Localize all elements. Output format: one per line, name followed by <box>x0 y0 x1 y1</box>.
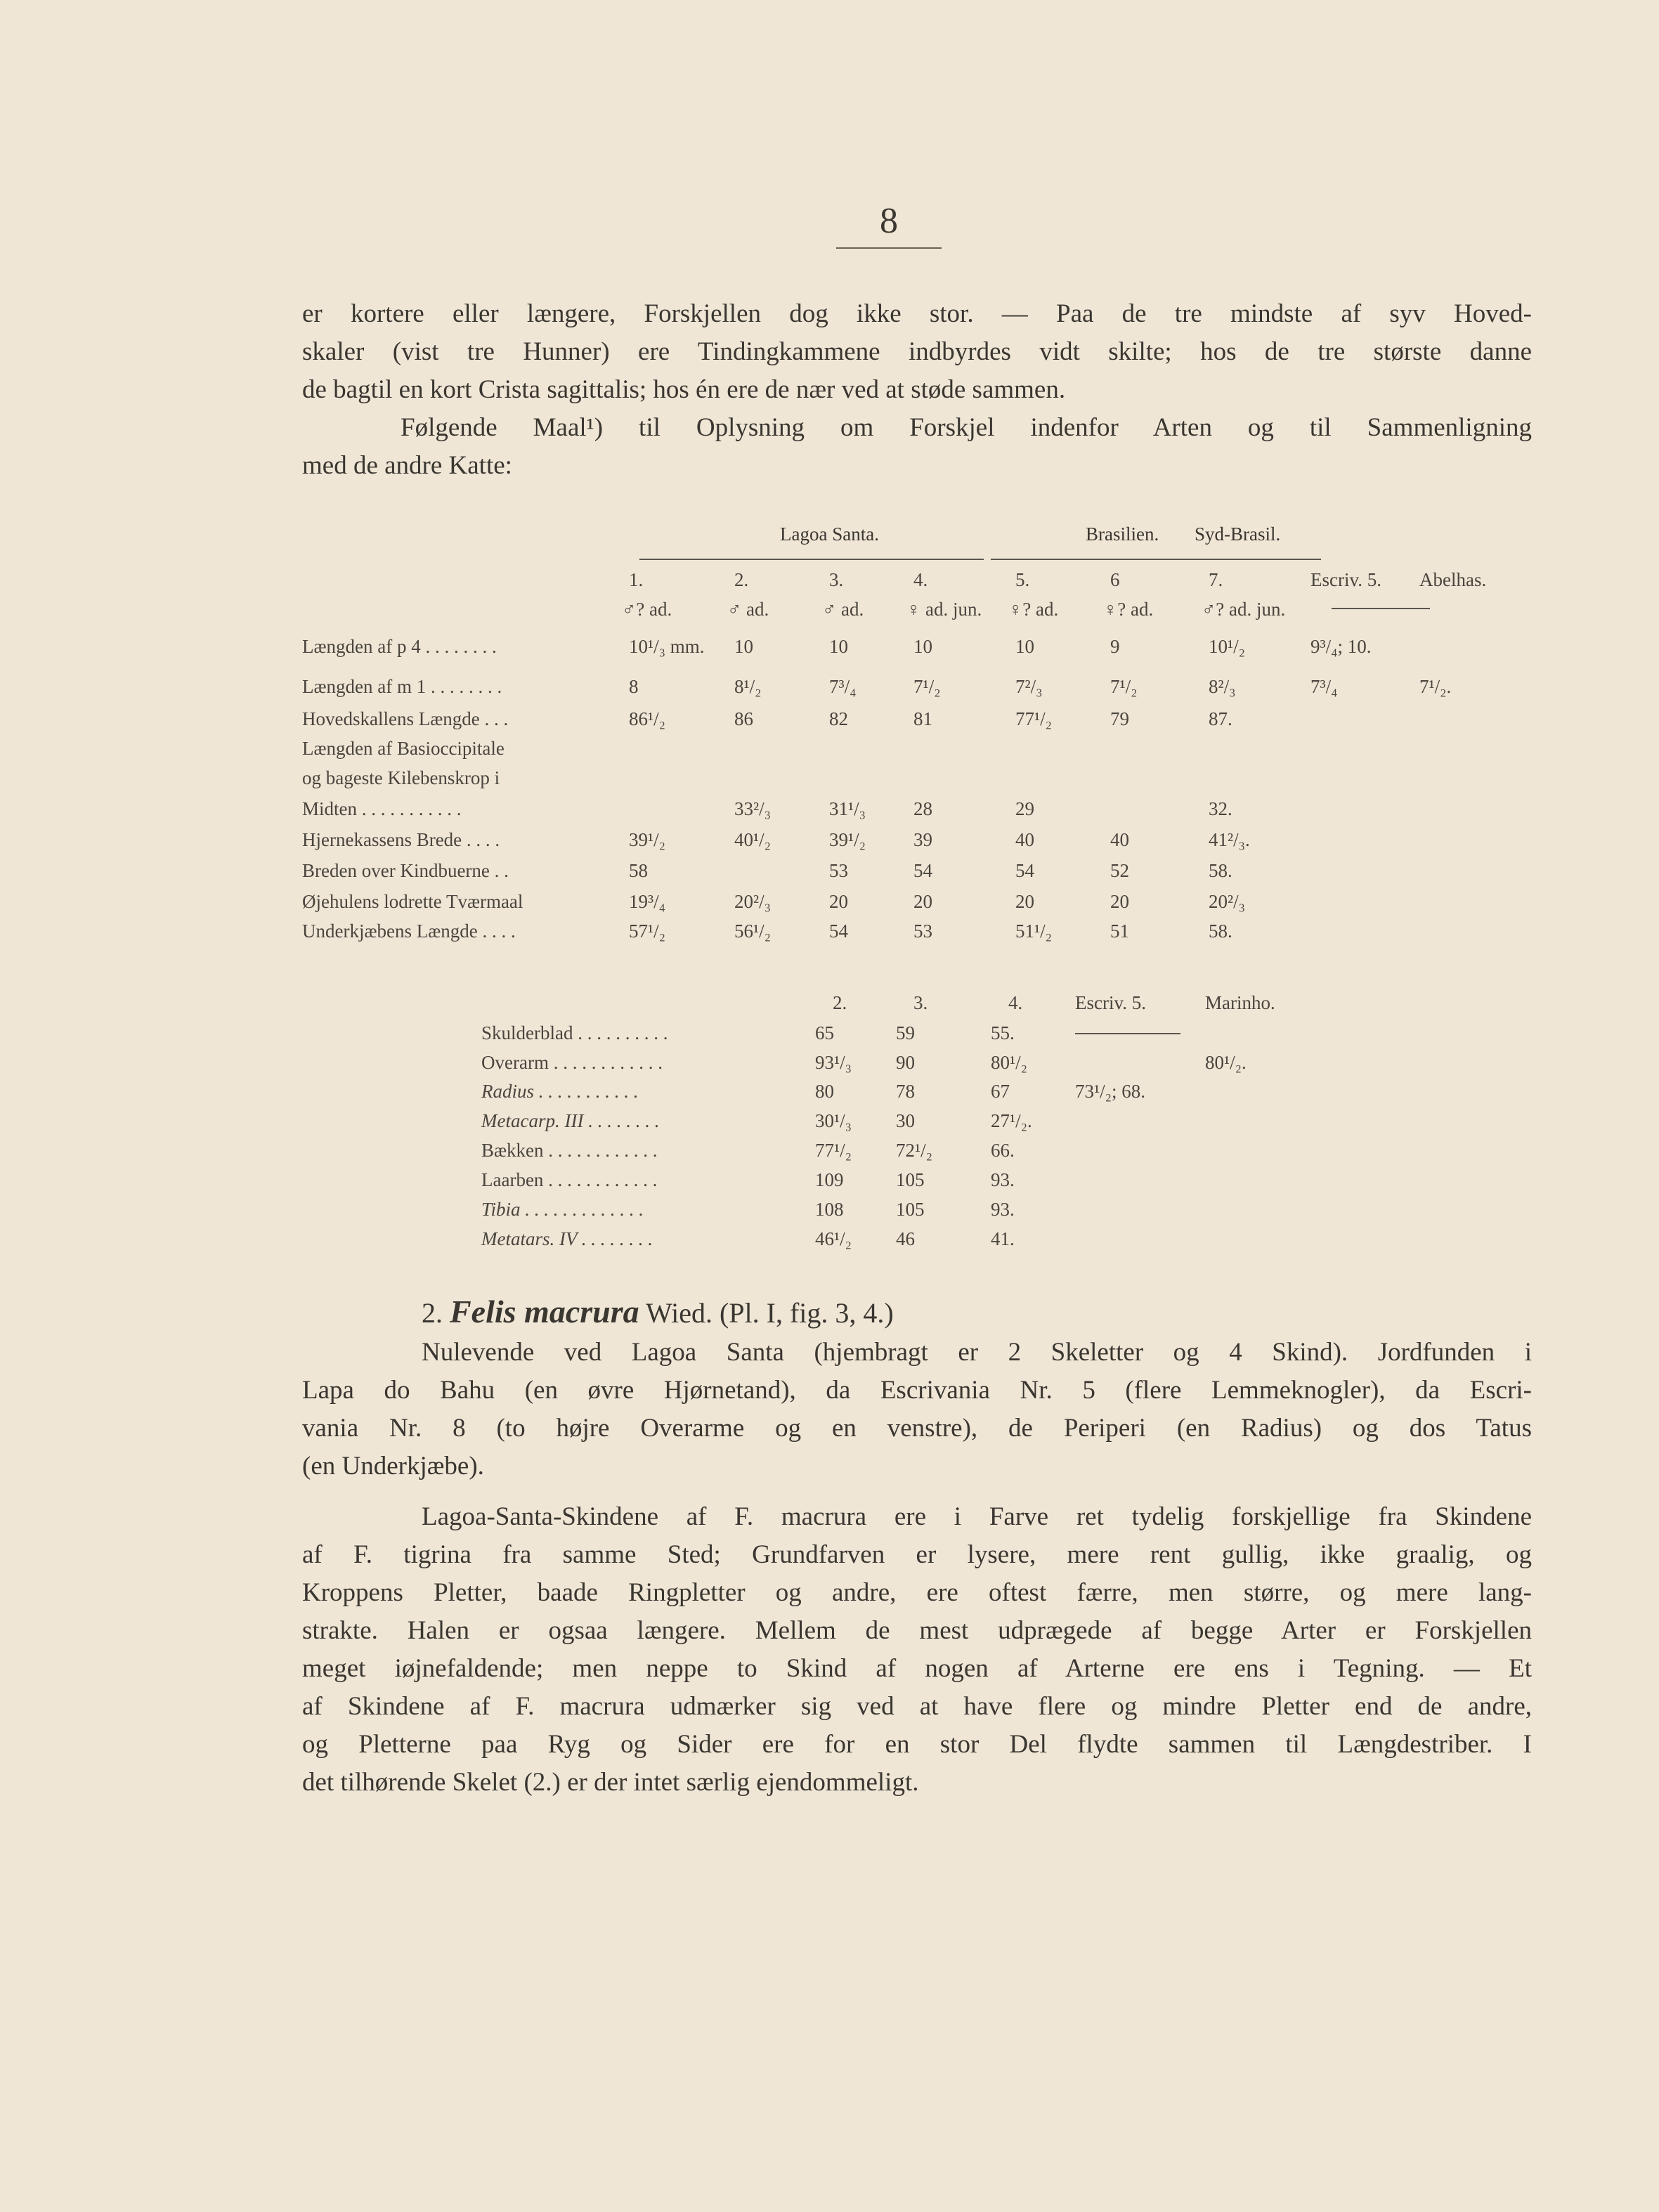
column-number: 4. <box>913 569 928 590</box>
table-cell: 30 <box>896 1110 915 1131</box>
table-cell: 90 <box>896 1052 915 1073</box>
table-cell: 32. <box>1209 798 1232 819</box>
body-line: af Skindene af F. macrura udmærker sig ved at have flere og mindre Pletter end de andre, <box>302 1692 1532 1721</box>
row-label: Underkjæbens Længde . . . . <box>302 920 516 942</box>
column-header: 4. <box>1008 992 1023 1013</box>
column-number: Escriv. 5. <box>1310 569 1381 590</box>
table-cell: 53 <box>913 920 932 942</box>
table-cell: 41. <box>991 1228 1015 1249</box>
column-sex-age: ♀? ad. <box>1008 599 1059 620</box>
table-cell: 87. <box>1209 708 1232 729</box>
row-label: Radius . . . . . . . . . . . <box>481 1081 639 1102</box>
table-cell: 8¹/₂ <box>734 676 762 697</box>
body-line: Lagoa-Santa-Skindene af F. macrura ere i Farve ret tydelig forskjellige fra Skindene <box>422 1502 1532 1531</box>
table-cell: 77¹/₂ <box>1015 708 1053 729</box>
table-cell: 20 <box>829 891 848 912</box>
table-cell: 20²/₃ <box>734 891 772 912</box>
table-cell: 79 <box>1110 708 1129 729</box>
table-cell: 52 <box>1110 860 1129 881</box>
bracket-lagoa <box>639 559 984 560</box>
table-cell: 54 <box>829 920 848 942</box>
page-number: 8 <box>880 201 898 241</box>
intro-line: skaler (vist tre Hunner) ere Tindingkammene indbyrdes vidt skilte; hos de tre største danne <box>302 337 1532 366</box>
table-cell: 73¹/₂; 68. <box>1075 1081 1146 1102</box>
column-header: Escriv. 5. <box>1075 992 1146 1013</box>
intro-line: Følgende Maal¹) til Oplysning om Forskjel indenfor Arten og til Sammenligning <box>401 413 1532 442</box>
body-line: vania Nr. 8 (to højre Overarme og en venstre), de Periperi (en Radius) og dos Tatus <box>302 1414 1532 1443</box>
row-label: Længden af p 4 . . . . . . . . <box>302 636 497 657</box>
table-cell: 10¹/₂ <box>1209 636 1246 657</box>
table-cell: 80¹/₂. <box>1205 1052 1247 1073</box>
table-cell: 86 <box>734 708 753 729</box>
intro-line: med de andre Katte: <box>302 451 512 480</box>
table-cell: 65 <box>815 1022 834 1043</box>
table-cell: 7¹/₂ <box>913 676 941 697</box>
column-sex-age: ♂? ad. <box>622 599 672 620</box>
table-cell: 54 <box>1015 860 1034 881</box>
body-line: Nulevende ved Lagoa Santa (hjembragt er 2 Skeletter og 4 Skind). Jordfunden i <box>422 1338 1532 1367</box>
table-cell: 77¹/₂ <box>815 1140 852 1161</box>
row-label: Hjernekassens Brede . . . . <box>302 829 500 850</box>
body-line: strakte. Halen er ogsaa længere. Mellem de mest udprægede af begge Arter er Forskjellen <box>302 1616 1532 1645</box>
column-header: Marinho. <box>1205 992 1275 1013</box>
table-cell: 7¹/₂. <box>1419 676 1452 697</box>
section-heading <box>422 1293 894 1330</box>
table-cell: 93. <box>991 1199 1015 1220</box>
species-name: Felis macrura <box>450 1294 639 1329</box>
group-header-lagoa: Lagoa Santa. <box>780 523 879 545</box>
intro-line: de bagtil en kort Crista sagittalis; hos én ere de nær ved at støde sammen. <box>302 375 1066 404</box>
table-cell: 10 <box>829 636 848 657</box>
table-cell: 33²/₃ <box>734 798 772 819</box>
table-cell: 80 <box>815 1081 834 1102</box>
table-cell: 7³/₄ <box>1310 676 1338 697</box>
body-line: Kroppens Pletter, baade Ringpletter og andre, ere oftest færre, men større, og mere lang- <box>302 1578 1532 1607</box>
bracket-brasilien <box>991 559 1321 560</box>
table-cell: 39¹/₂ <box>629 829 666 850</box>
table-cell: 40¹/₂ <box>734 829 772 850</box>
row-label: Metacarp. III . . . . . . . . <box>481 1110 660 1131</box>
table-cell: 54 <box>913 860 932 881</box>
row-label: Bækken . . . . . . . . . . . . <box>481 1140 658 1161</box>
table-cell: 58 <box>629 860 648 881</box>
table-cell: 72¹/₂ <box>896 1140 933 1161</box>
table-cell: 41²/₃. <box>1209 829 1250 850</box>
table-cell: 40 <box>1110 829 1129 850</box>
group-header-brasilien: Brasilien. <box>1086 523 1159 545</box>
column-header: 3. <box>913 992 928 1013</box>
table-cell: 66. <box>991 1140 1015 1161</box>
bracket-escriv-abelhas <box>1332 608 1430 609</box>
table-cell: 51¹/₂ <box>1015 920 1053 942</box>
row-label: Skulderblad . . . . . . . . . . <box>481 1022 668 1043</box>
table-cell: 93. <box>991 1169 1015 1190</box>
table-cell: 7¹/₂ <box>1110 676 1138 697</box>
intro-paragraph <box>302 295 1532 485</box>
section-number: 2. <box>422 1297 443 1329</box>
table-cell: 8²/₃ <box>1209 676 1236 697</box>
table-cell: 31¹/₃ <box>829 798 866 819</box>
body-line: Lapa do Bahu (en øvre Hjørnetand), da Escrivania Nr. 5 (flere Lemmeknogler), da Escri- <box>302 1376 1532 1405</box>
table-cell: 20 <box>913 891 932 912</box>
body-line: (en Underkjæbe). <box>302 1452 484 1481</box>
body-line: det tilhørende Skelet (2.) er der intet særlig ejendommeligt. <box>302 1768 919 1797</box>
table-cell: 51 <box>1110 920 1129 942</box>
row-label: Breden over Kindbuerne . . <box>302 860 509 881</box>
body-line: af F. tigrina fra samme Sted; Grundfarven er lysere, mere rent gullig, ikke graalig, og <box>302 1540 1532 1569</box>
table-cell: 59 <box>896 1022 915 1043</box>
table-cell: 7²/₃ <box>1015 676 1043 697</box>
bracket-escriv5 <box>1075 1033 1180 1034</box>
table-cell: 58. <box>1209 860 1232 881</box>
table-cell: 53 <box>829 860 848 881</box>
table-cell: 67 <box>991 1081 1010 1102</box>
table-cell: 39¹/₂ <box>829 829 866 850</box>
row-label: Tibia . . . . . . . . . . . . . <box>481 1199 644 1220</box>
row-label: Laarben . . . . . . . . . . . . <box>481 1169 658 1190</box>
table-cell: 78 <box>896 1081 915 1102</box>
body-line: og Pletterne paa Ryg og Sider ere for en stor Del flydte sammen til Længdestriber. I <box>302 1730 1532 1759</box>
table-cell: 29 <box>1015 798 1034 819</box>
table-cell: 9 <box>1110 636 1120 657</box>
table-cell: 93¹/₃ <box>815 1052 852 1073</box>
table-cell: 9³/₄; 10. <box>1310 636 1372 657</box>
table-cell: 20 <box>1110 891 1129 912</box>
table-cell: 28 <box>913 798 932 819</box>
table-cell: 10 <box>734 636 753 657</box>
body-paragraph-1 <box>302 1334 1532 1485</box>
table-cell: 7³/₄ <box>829 676 857 697</box>
table-cell: 81 <box>913 708 932 729</box>
table-cell: 20²/₃ <box>1209 891 1246 912</box>
column-sex-age: ♂? ad. jun. <box>1202 599 1286 620</box>
column-number: 5. <box>1015 569 1030 590</box>
table-cell: 105 <box>896 1169 925 1190</box>
table-cell: 46¹/₂ <box>815 1228 852 1249</box>
table-cell: 27¹/₂. <box>991 1110 1032 1131</box>
table-cell: 46 <box>896 1228 915 1249</box>
page-number-rule <box>836 247 942 249</box>
column-sex-age: ♀? ad. <box>1103 599 1154 620</box>
table-cell: 80¹/₂ <box>991 1052 1028 1073</box>
row-label: Overarm . . . . . . . . . . . . <box>481 1052 663 1073</box>
row-label: og bageste Kilebenskrop i <box>302 767 500 788</box>
table-cell: 8 <box>629 676 639 697</box>
table-cell: 19³/₄ <box>629 891 666 912</box>
table-cell: 10¹/₃ mm. <box>629 636 705 657</box>
row-label: Øjehulens lodrette Tværmaal <box>302 891 523 912</box>
column-sex-age: ♀ ad. jun. <box>906 599 982 620</box>
table-cell: 57¹/₂ <box>629 920 666 942</box>
plate-reference: (Pl. I, fig. 3, 4.) <box>719 1297 894 1329</box>
table-cell: 109 <box>815 1169 844 1190</box>
table-cell: 30¹/₃ <box>815 1110 852 1131</box>
table-cell: 40 <box>1015 829 1034 850</box>
row-label: Metatars. IV . . . . . . . . <box>481 1228 653 1249</box>
column-header: 2. <box>833 992 847 1013</box>
row-label: Længden af m 1 . . . . . . . . <box>302 676 502 697</box>
species-author: Wied. <box>645 1297 713 1329</box>
column-number: 6 <box>1110 569 1120 590</box>
body-line: meget iøjnefaldende; men neppe to Skind af nogen af Arterne ere ens i Tegning. — Et <box>302 1654 1532 1683</box>
column-number: 1. <box>629 569 644 590</box>
row-label: Midten . . . . . . . . . . . <box>302 798 462 819</box>
row-label: Hovedskallens Længde . . . <box>302 708 509 729</box>
table-cell: 105 <box>896 1199 925 1220</box>
table-cell: 55. <box>991 1022 1015 1043</box>
table-cell: 56¹/₂ <box>734 920 772 942</box>
body-paragraph-2 <box>302 1498 1532 1802</box>
table-cell: 39 <box>913 829 932 850</box>
intro-line: er kortere eller længere, Forskjellen dog ikke stor. — Paa de tre mindste af syv Hoved- <box>302 299 1532 328</box>
table-cell: 82 <box>829 708 848 729</box>
table-cell: 10 <box>1015 636 1034 657</box>
column-number: 2. <box>734 569 749 590</box>
table-cell: 86¹/₂ <box>629 708 666 729</box>
table-cell: 10 <box>913 636 932 657</box>
row-label: Længden af Basioccipitale <box>302 738 505 759</box>
column-number: 7. <box>1209 569 1223 590</box>
table-cell: 20 <box>1015 891 1034 912</box>
table-cell: 58. <box>1209 920 1232 942</box>
column-number: 3. <box>829 569 844 590</box>
group-header-sydbrasil: Syd-Brasil. <box>1195 523 1281 545</box>
column-sex-age: ♂ ad. <box>822 599 864 620</box>
column-sex-age: ♂ ad. <box>727 599 769 620</box>
table-cell: 108 <box>815 1199 844 1220</box>
column-number: Abelhas. <box>1419 569 1487 590</box>
